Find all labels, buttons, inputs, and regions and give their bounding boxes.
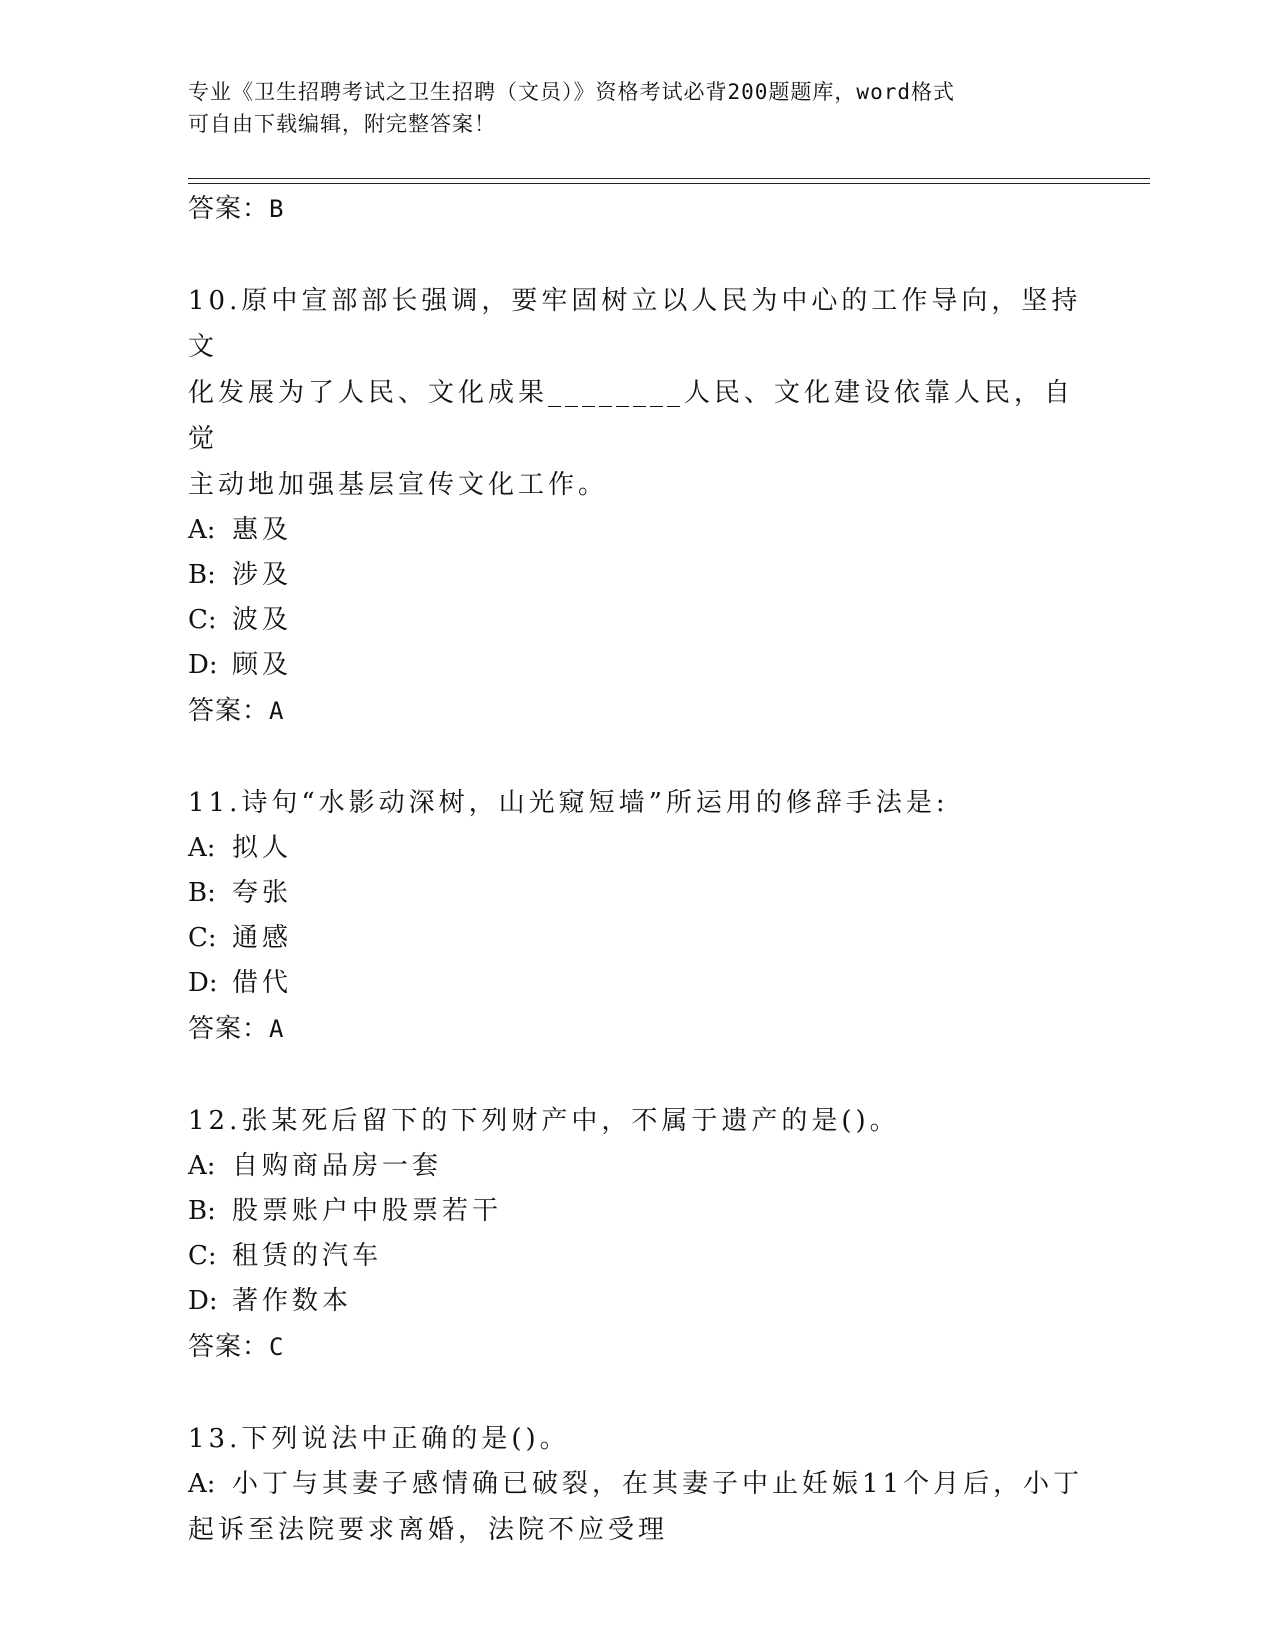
option-text: 惠及 [232,515,293,545]
answer-value: A [269,1015,285,1043]
answer-label: 答案： [188,696,270,726]
document-body [188,186,1088,1553]
answer-label: 答案： [188,1332,270,1362]
answer-label: 答案： [188,194,270,224]
question-answer [188,1324,1088,1370]
option-letter: A: [188,515,216,545]
option-letter: B: [188,878,216,908]
option-a [188,508,1088,553]
option-letter: A: [188,1469,216,1499]
header-divider-top [188,178,1150,179]
question-12 [188,1098,1088,1370]
question-text-line: 化发展为了人民、文化成果________人民、文化建设依靠人民，自觉 [188,378,1075,454]
option-a [188,826,1088,871]
header-line-1: 专业《卫生招聘考试之卫生招聘（文员）》资格考试必背200题题库，word格式 [188,80,955,104]
option-d [188,961,1088,1006]
header-divider-bottom [188,183,1150,184]
header-line-2: 可自由下载编辑，附完整答案！ [188,112,496,136]
option-letter: C: [188,923,217,953]
question-text-line: 主动地加强基层宣传文化工作。 [188,470,609,500]
option-text: 著作数本 [232,1286,353,1316]
spacer [188,232,1088,278]
option-c [188,916,1088,961]
option-text: 租赁的汽车 [232,1241,383,1271]
option-c [188,598,1088,643]
option-letter: D: [188,968,218,998]
option-text: 小丁与其妻子感情确已破裂，在其妻子中止妊娠11个月后，小丁 [232,1469,1084,1499]
option-a [188,1144,1088,1189]
option-text: 通感 [232,923,293,953]
document-header [188,76,1068,140]
option-letter: B: [188,560,216,590]
option-text: 股票账户中股票若干 [232,1196,503,1226]
option-text: 波及 [232,605,293,635]
option-b [188,1189,1088,1234]
question-answer [188,688,1088,734]
question-11 [188,780,1088,1052]
option-letter: A: [188,833,216,863]
question-text-line: 12.张某死后留下的下列财产中，不属于遗产的是()。 [188,1106,900,1136]
question-text-line: 11.诗句“水影动深树，山光窥短墙”所运用的修辞手法是: [188,788,949,818]
spacer [188,1052,1088,1098]
option-letter: D: [188,1286,218,1316]
answer-label: 答案： [188,1014,270,1044]
previous-answer [188,186,1088,232]
option-text: 借代 [232,968,293,998]
option-text: 夸张 [232,878,293,908]
option-d [188,643,1088,688]
spacer [188,734,1088,780]
answer-value: B [269,195,285,223]
option-text: 自购商品房一套 [232,1151,443,1181]
question-text-line: 10.原中宣部部长强调，要牢固树立以人民为中心的工作导向，坚持文 [188,286,1082,362]
option-d [188,1279,1088,1324]
option-letter: B: [188,1196,216,1226]
option-letter: A: [188,1151,216,1181]
question-answer [188,1006,1088,1052]
option-continuation: 起诉至法院要求离婚，法院不应受理 [188,1515,669,1545]
question-text-line: 13.下列说法中正确的是()。 [188,1424,570,1454]
option-a [188,1462,1088,1507]
option-b [188,553,1088,598]
question-10 [188,278,1088,734]
option-b [188,871,1088,916]
option-letter: C: [188,605,217,635]
option-letter: D: [188,650,218,680]
option-c [188,1234,1088,1279]
option-letter: C: [188,1241,217,1271]
answer-value: A [269,697,285,725]
spacer [188,1370,1088,1416]
option-text: 涉及 [232,560,293,590]
answer-value: C [269,1333,285,1361]
option-text: 拟人 [232,833,293,863]
option-text: 顾及 [232,650,293,680]
question-13 [188,1416,1088,1553]
